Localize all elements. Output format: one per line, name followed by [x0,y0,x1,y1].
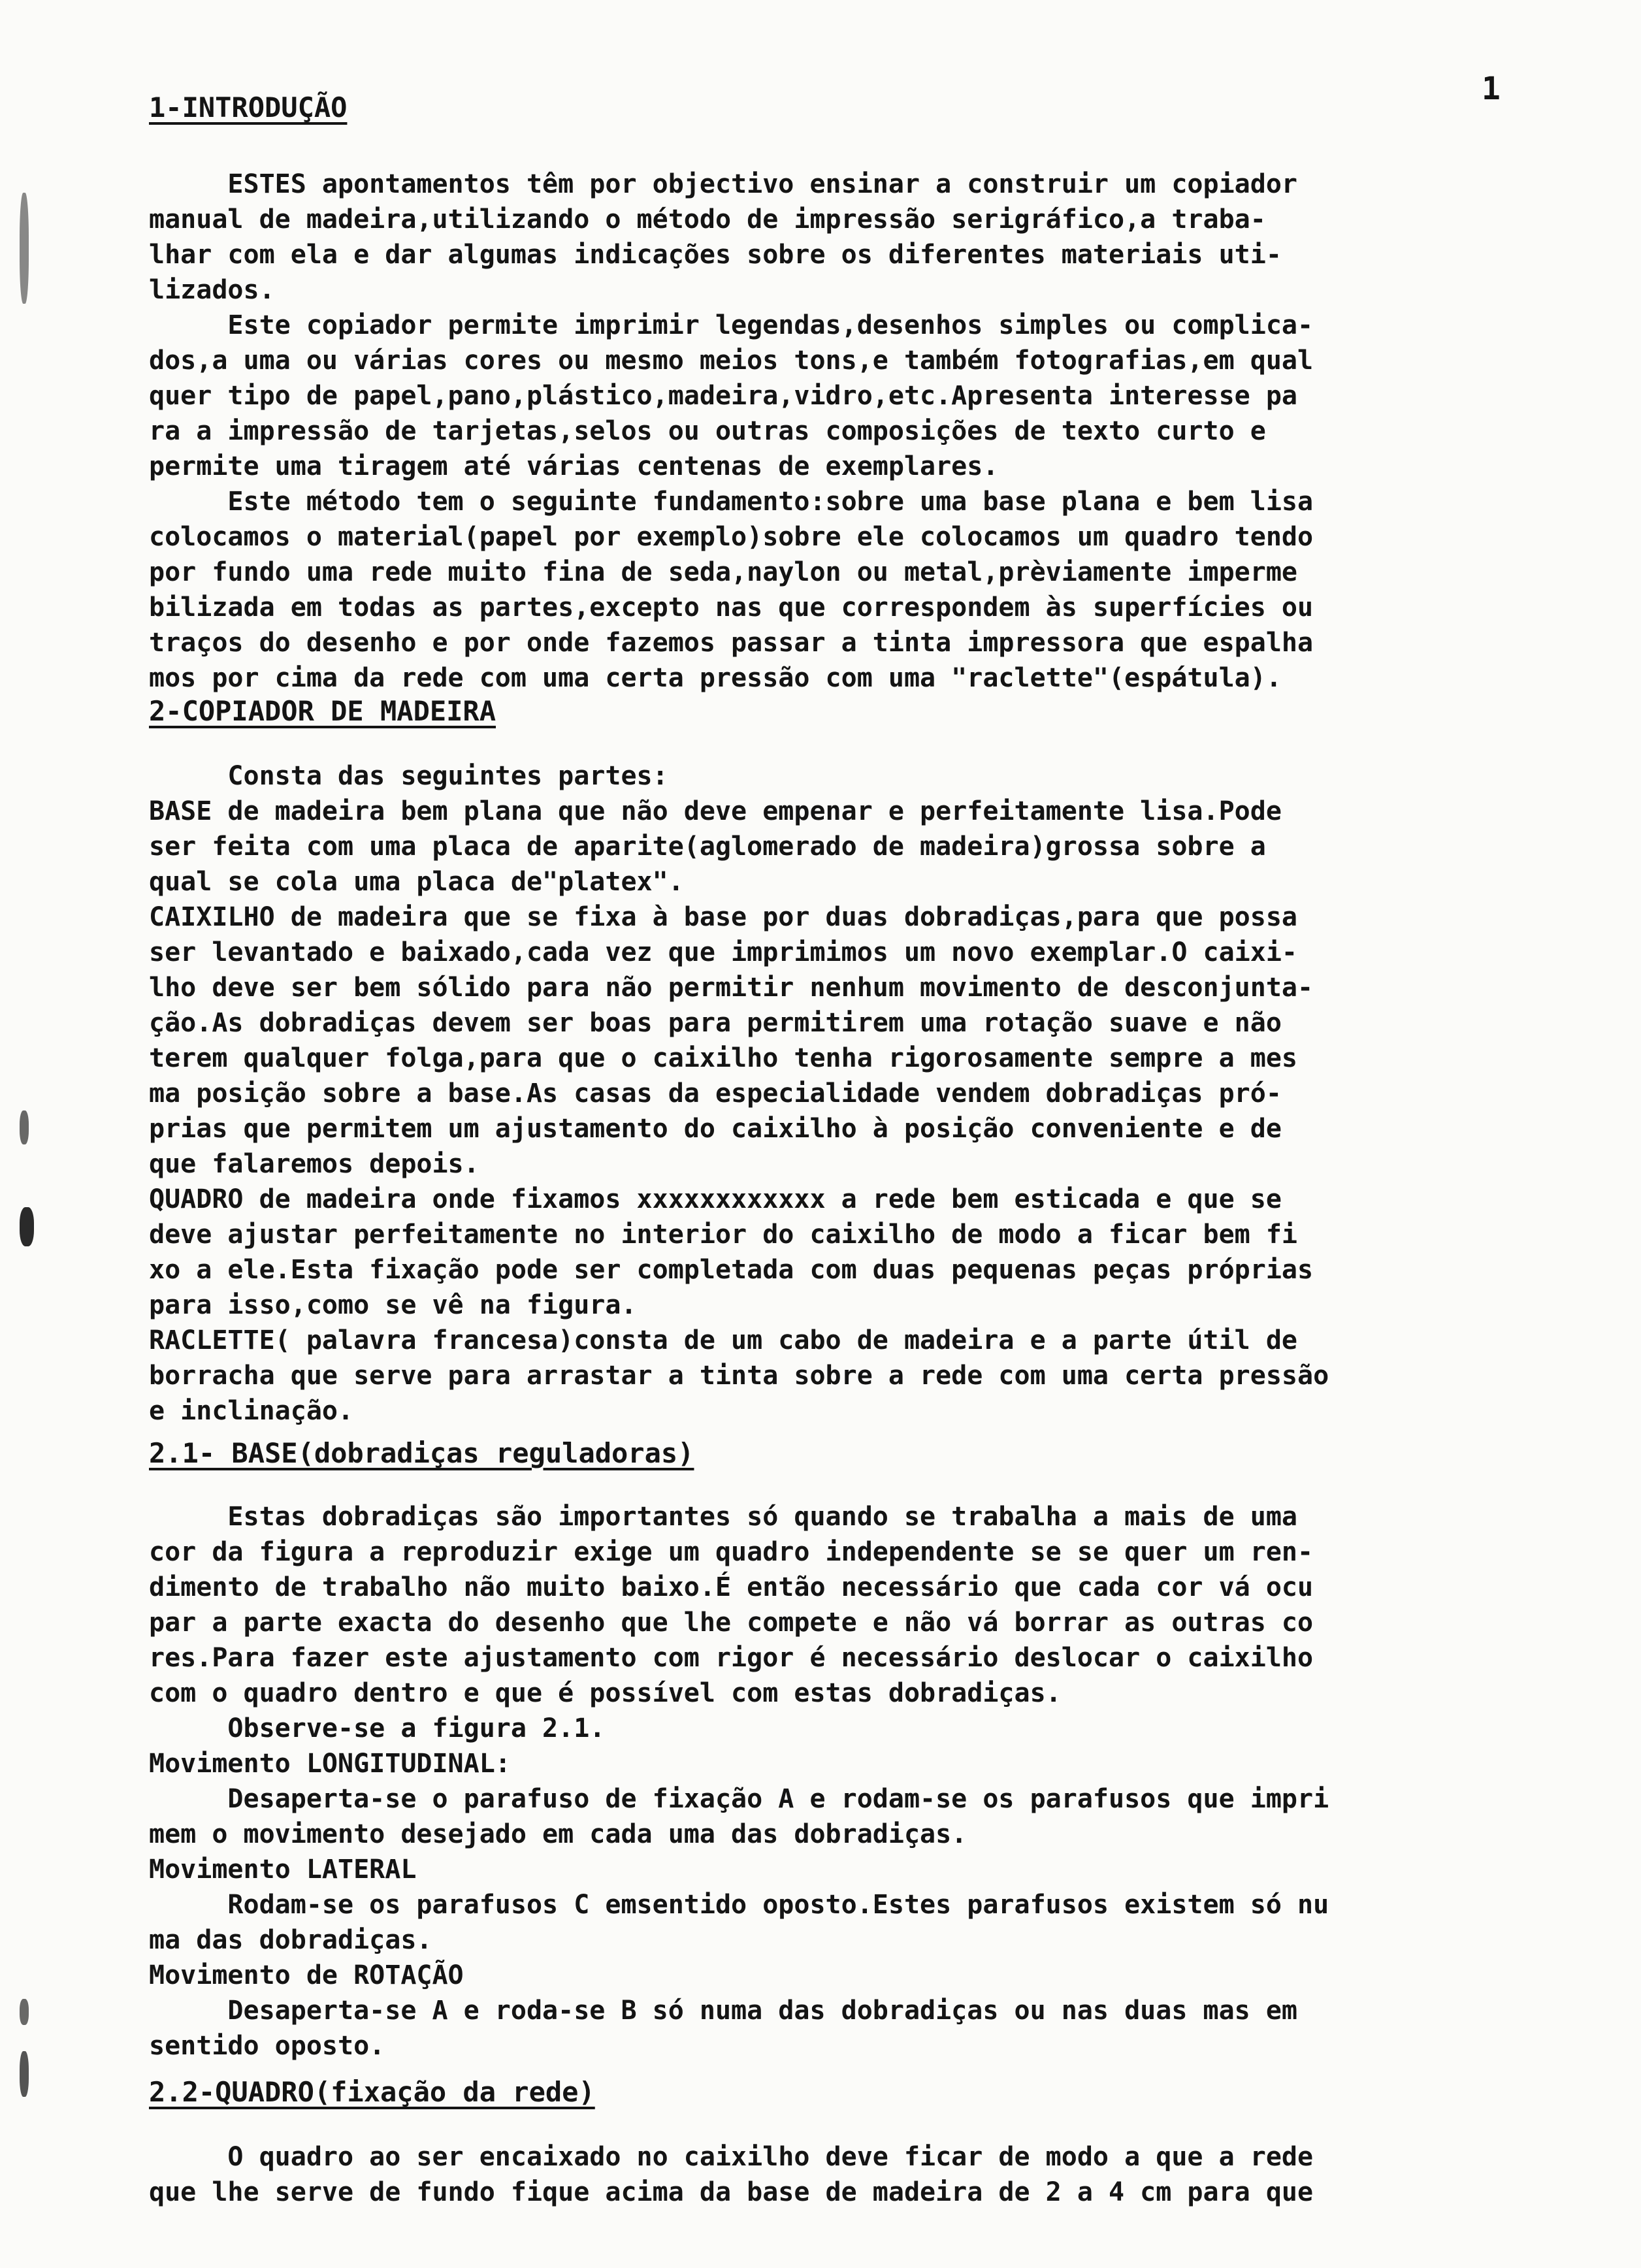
text-line: Desaperta-se o parafuso de fixação A e rodam-se os parafusos que impri [149,1784,1329,1814]
text-line: ser levantado e baixado,cada vez que imprimimos um novo exemplar.O caixi- [149,937,1297,967]
text-line: Consta das seguintes partes: [149,761,668,791]
text-line: ESTES apontamentos têm por objectivo ensinar a construir um copiador [149,169,1297,199]
text-line: BASE de madeira bem plana que não deve empenar e perfeitamente lisa.Pode [149,796,1282,826]
text-line: prias que permitem um ajustamento do caixilho à posição conveniente e de [149,1114,1282,1144]
text-line: qual se cola uma placa de"platex". [149,867,684,897]
binding-mark [20,2051,29,2097]
text-line: que falaremos depois. [149,1149,479,1179]
text-line: cor da figura a reproduzir exige um quadro independente se se quer um ren- [149,1537,1314,1567]
text-line: sentido oposto. [149,2031,385,2061]
text-line: que lhe serve de fundo fique acima da base de madeira de 2 a 4 cm para que [149,2177,1314,2207]
page-number: 1 [1482,71,1501,107]
text-line: para isso,como se vê na figura. [149,1290,637,1320]
text-line: e inclinação. [149,1396,354,1426]
section-heading: 2-COPIADOR DE MADEIRA [149,695,496,727]
section-heading: 2.2-QUADRO(fixação da rede) [149,2076,595,2108]
text-line: Observe-se a figura 2.1. [149,1713,606,1743]
text-line: Rodam-se os parafusos C emsentido oposto.Estes parafusos existem só nu [149,1890,1329,1920]
text-line: com o quadro dentro e que é possível com estas dobradiças. [149,1678,1062,1708]
text-line: lho deve ser bem sólido para não permitir nenhum movimento de desconjunta- [149,973,1314,1003]
binding-mark [20,193,29,304]
binding-mark [20,1110,29,1144]
text-line: permite uma tiragem até várias centenas de exemplares. [149,451,999,481]
text-line: por fundo uma rede muito fina de seda,naylon ou metal,prèviamente imperme [149,557,1297,587]
section-heading: 1-INTRODUÇÃO [149,91,348,123]
text-line: ção.As dobradiças devem ser boas para permitirem uma rotação suave e não [149,1008,1282,1038]
text-line: Movimento LONGITUDINAL: [149,1749,511,1779]
binding-mark [20,1999,29,2025]
text-line: QUADRO de madeira onde fixamos xxxxxxxxxxxx a rede bem esticada e que se [149,1184,1282,1214]
text-line: O quadro ao ser encaixado no caixilho deve ficar de modo a que a rede [149,2142,1314,2172]
text-line: RACLETTE( palavra francesa)consta de um cabo de madeira e a parte útil de [149,1325,1297,1355]
text-line: terem qualquer folga,para que o caixilho tenha rigorosamente sempre a mes [149,1043,1297,1073]
text-line: Este método tem o seguinte fundamento:sobre uma base plana e bem lisa [149,487,1314,517]
section-heading: 2.1- BASE(dobradiças reguladoras) [149,1437,694,1469]
text-line: ra a impressão de tarjetas,selos ou outras composições de texto curto e [149,416,1266,446]
text-line: res.Para fazer este ajustamento com rigor é necessário deslocar o caixilho [149,1643,1314,1673]
text-line: Desaperta-se A e roda-se B só numa das dobradiças ou nas duas mas em [149,1996,1297,2026]
text-line: mem o movimento desejado em cada uma das dobradiças. [149,1819,967,1849]
text-line: Movimento LATERAL [149,1855,417,1885]
text-line: Movimento de ROTAÇÃO [149,1960,464,1990]
text-line: quer tipo de papel,pano,plástico,madeira,vidro,etc.Apresenta interesse pa [149,381,1297,411]
text-line: mos por cima da rede com uma certa pressão com uma "raclette"(espátula). [149,663,1282,693]
text-line: traços do desenho e por onde fazemos passar a tinta impressora que espalha [149,628,1314,658]
binding-mark [20,1207,34,1246]
text-line: bilizada em todas as partes,excepto nas que correspondem às superfícies ou [149,592,1314,623]
text-line: lizados. [149,275,275,305]
text-line: colocamos o material(papel por exemplo)sobre ele colocamos um quadro tendo [149,522,1314,552]
text-line: manual de madeira,utilizando o método de impressão serigráfico,a traba- [149,204,1266,235]
text-line: par a parte exacta do desenho que lhe compete e não vá borrar as outras co [149,1608,1314,1638]
text-line: Este copiador permite imprimir legendas,desenhos simples ou complica- [149,310,1314,340]
text-line: Estas dobradiças são importantes só quando se trabalha a mais de uma [149,1502,1297,1532]
text-line: ma posição sobre a base.As casas da especialidade vendem dobradiças pró- [149,1078,1282,1109]
text-line: ser feita com uma placa de aparite(aglomerado de madeira)grossa sobre a [149,832,1266,862]
text-line: dimento de trabalho não muito baixo.É então necessário que cada cor vá ocu [149,1572,1314,1602]
text-line: deve ajustar perfeitamente no interior do caixilho de modo a ficar bem fi [149,1220,1297,1250]
text-line: xo a ele.Esta fixação pode ser completada com duas pequenas peças próprias [149,1255,1314,1285]
text-line: borracha que serve para arrastar a tinta sobre a rede com uma certa pressão [149,1361,1329,1391]
text-line: dos,a uma ou várias cores ou mesmo meios tons,e também fotografias,em qual [149,346,1314,376]
text-line: lhar com ela e dar algumas indicações sobre os diferentes materiais uti- [149,240,1282,270]
text-line: ma das dobradiças. [149,1925,432,1955]
text-line: CAIXILHO de madeira que se fixa à base por duas dobradiças,para que possa [149,902,1297,932]
